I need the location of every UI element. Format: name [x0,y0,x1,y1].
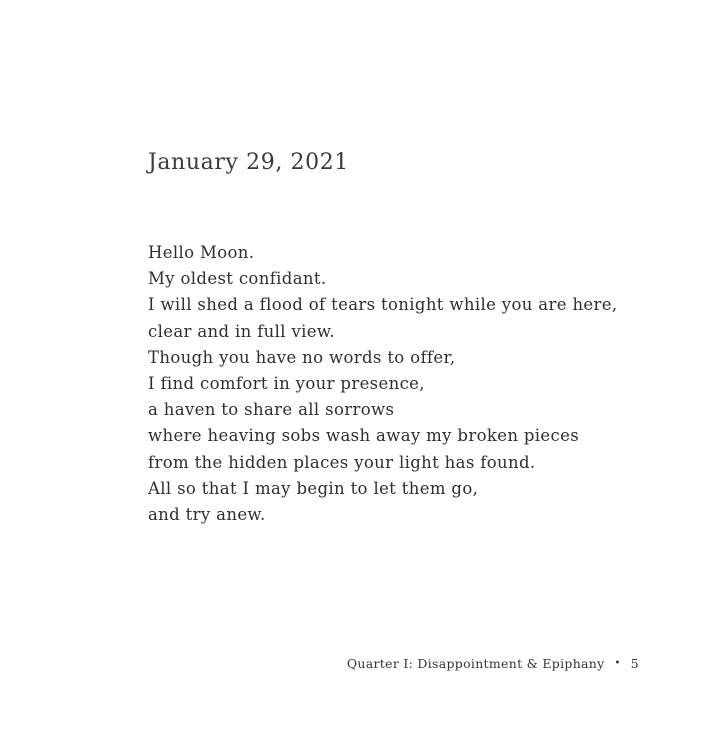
poem-line: from the hidden places your light has found. [148,452,536,472]
poem-line: clear and in full view. [148,321,336,341]
poem-line: and try anew. [148,504,266,524]
entry-date: January 29, 2021 [148,150,349,175]
poem-line: I will shed a flood of tears tonight while you are here, [148,295,618,315]
poem-line: All so that I may begin to let them go, [148,478,479,498]
page-footer [347,656,639,671]
footer-separator: • [614,657,621,669]
page-number: 5 [630,656,639,671]
poem-line: where heaving sobs wash away my broken pieces [148,426,580,446]
poem-line: I find comfort in your presence, [148,373,425,393]
poem-line: Though you have no words to offer, [148,347,456,367]
poem-line: a haven to share all sorrows [148,400,395,420]
poem-line: Hello Moon. [148,243,255,262]
poem-body [148,240,708,528]
poem-line: My oldest confidant. [148,269,327,289]
section-title: Quarter I: Disappointment & Epiphany [346,656,605,671]
